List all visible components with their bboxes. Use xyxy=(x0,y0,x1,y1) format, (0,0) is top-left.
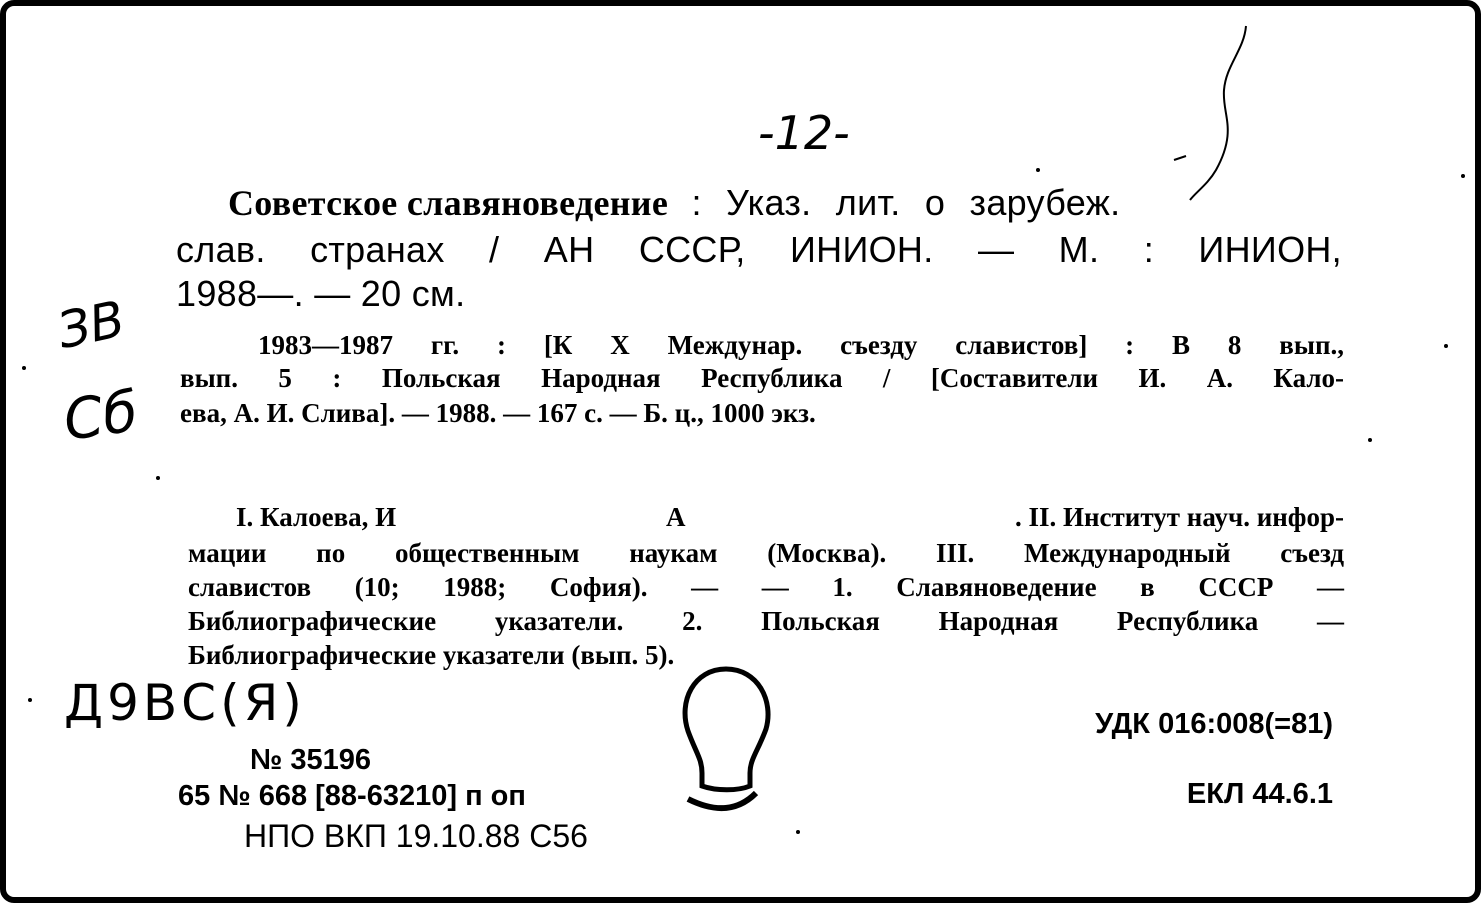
heading-line-3: 1988—. — 20 см. xyxy=(176,273,466,314)
tracing-line-1 xyxy=(236,502,1344,536)
tracing-line-5: Библиографические указатели (вып. 5). xyxy=(188,640,675,670)
speck xyxy=(28,698,32,702)
volume-line-3: ева, А. И. Слива]. — 1988. — 167 с. — Б. ц., 1000 экз. xyxy=(180,398,816,428)
pencil-stroke-icon xyxy=(1166,20,1256,210)
speck xyxy=(1368,438,1372,442)
footer-printer: НПО ВКП 19.10.88 С56 xyxy=(244,818,588,854)
udk-code: УДК 016:008(=81) xyxy=(1095,708,1333,740)
tracing-line-2: мации по общественным наукам (Москва). III. Международный съезд xyxy=(188,538,1344,568)
speck xyxy=(796,830,800,834)
speck xyxy=(1444,344,1448,348)
handwritten-page-mark xyxy=(758,106,850,160)
speck xyxy=(156,476,160,480)
tracing-author-a: I. Калоева, И xyxy=(236,502,397,532)
speck xyxy=(1036,168,1040,172)
handwritten-classification: Д9ВС(Я) xyxy=(64,674,306,732)
punch-hole-icon xyxy=(666,661,786,821)
speck xyxy=(1461,174,1465,178)
handwritten-code-top: ЗВ xyxy=(52,289,130,361)
ekl-code: ЕКЛ 44.6.1 xyxy=(1186,778,1333,810)
tracing-author-b: А xyxy=(666,502,686,532)
footer-order: 65 № 668 [88-63210] п оп xyxy=(178,780,526,812)
volume-line-1: 1983—1987 гг. : [К X Междунар. съезду славистов] : В 8 вып., xyxy=(258,330,1344,360)
heading-line-2: слав. странах / АН СССР, ИНИОН. — М. : ИНИОН, xyxy=(176,229,1342,270)
volume-line-2: вып. 5 : Польская Народная Республика / [Составители И. А. Кало- xyxy=(180,363,1344,393)
page-mark-text: -12- xyxy=(758,106,850,160)
title-bold: Советское славяноведение xyxy=(228,183,669,223)
title-rest: : Указ. лит. о зарубеж. xyxy=(691,182,1121,223)
tracing-line-3: славистов (10; 1988; София). — — 1. Славяноведение в СССР — xyxy=(188,572,1344,602)
footer-number: № 35196 xyxy=(250,744,372,776)
tracing-author-c: . II. Институт науч. инфор- xyxy=(1014,502,1344,532)
handwritten-code-bottom: Сб xyxy=(59,379,142,454)
tracing-line-4: Библиографические указатели. 2. Польская Народная Республика — xyxy=(188,606,1344,636)
speck xyxy=(22,366,26,370)
